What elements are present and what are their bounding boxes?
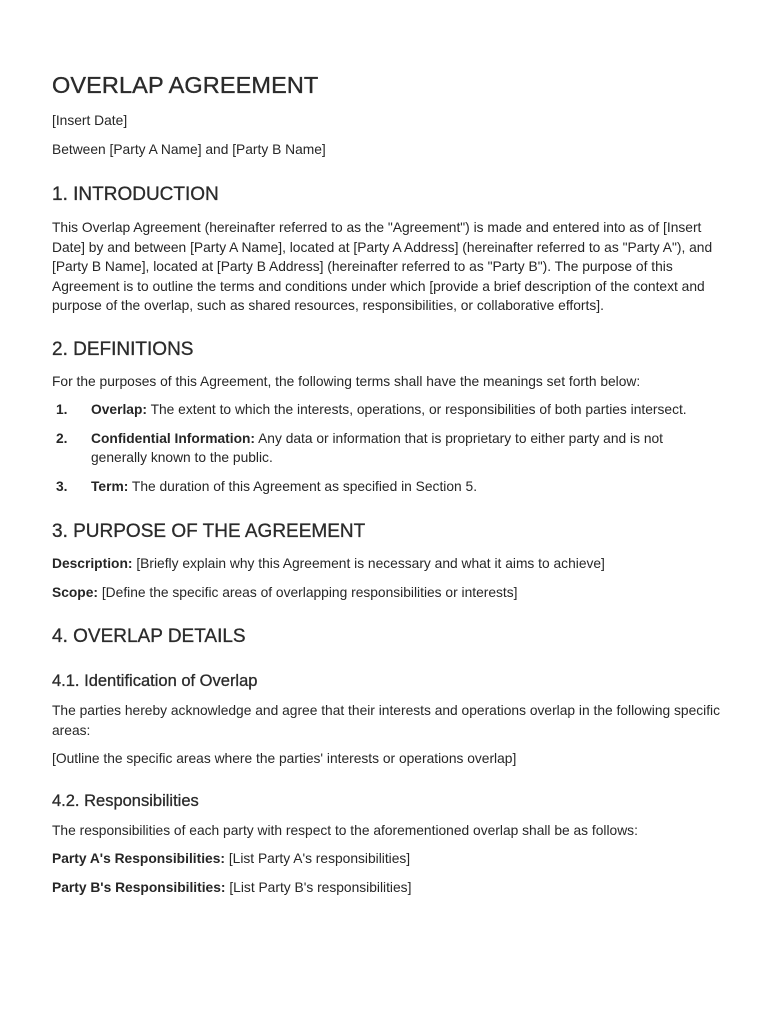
document-title: OVERLAP AGREEMENT	[52, 72, 319, 98]
purpose-description-text: [Briefly explain why this Agreement is necessary and what it aims to achieve]	[136, 556, 605, 571]
definition-term: Confidential Information:	[91, 430, 256, 446]
party-a-text: [List Party A's responsibilities]	[228, 851, 411, 866]
party-a-label: Party A's Responsibilities:	[52, 851, 225, 866]
section-heading-purpose: 3. PURPOSE OF THE AGREEMENT	[52, 521, 366, 542]
definition-text: The extent to which the interests, operations, or responsibilities of both parties intersect.	[150, 402, 687, 417]
introduction-body: This Overlap Agreement (hereinafter referred to as the "Agreement") is made and entered into as of [Insert Date] by and between [Party A Name], located at [Party A Address] (hereinafter referred to as "Party A"), and [Party B Name], located at [Party B Address] (hereinafter referred to as "Party B"). The purpose of this Agreement is to outline the terms and conditions under which [provide a brief description of the context and purpose of the overlap, such as shared resources, responsibilities, or collaborative efforts].	[52, 220, 713, 313]
definition-item	[52, 400, 722, 420]
subsection-heading-responsibilities: 4.2. Responsibilities	[52, 791, 199, 810]
identification-placeholder: [Outline the specific areas where the parties' interests or operations overlap]	[52, 751, 517, 766]
definition-number: 1.	[56, 402, 68, 417]
party-b-responsibilities	[52, 878, 722, 898]
purpose-scope-label: Scope:	[52, 584, 98, 600]
party-b-text: [List Party B's responsibilities]	[229, 879, 412, 895]
document-parties: Between [Party A Name] and [Party B Name]	[52, 142, 326, 157]
document-date: [Insert Date]	[52, 113, 128, 128]
definition-text: The duration of this Agreement as specified in Section 5.	[131, 478, 478, 494]
purpose-scope	[52, 583, 722, 603]
definitions-intro: For the purposes of this Agreement, the following terms shall have the meanings set forth below:	[52, 373, 641, 389]
definition-text: Any data or information that is proprietary to either party and is not generally known to the public.	[91, 430, 664, 465]
section-heading-overlap-details: 4. OVERLAP DETAILS	[52, 626, 246, 647]
subsection-heading-identification: 4.1. Identification of Overlap	[52, 672, 258, 690]
purpose-description	[52, 554, 722, 574]
definition-item	[52, 429, 722, 468]
section-heading-introduction: 1. INTRODUCTION	[52, 184, 219, 205]
definition-number: 3.	[56, 478, 68, 494]
definition-term: Overlap:	[91, 402, 147, 417]
definitions-list	[52, 400, 722, 496]
purpose-scope-text: [Define the specific areas of overlapping responsibilities or interests]	[101, 584, 518, 600]
definition-term: Term:	[91, 478, 129, 494]
definition-item	[52, 477, 722, 497]
section-heading-definitions: 2. DEFINITIONS	[52, 338, 194, 360]
party-a-responsibilities	[52, 849, 722, 869]
definition-number: 2.	[56, 430, 68, 446]
party-b-label: Party B's Responsibilities:	[52, 879, 226, 895]
identification-body: The parties hereby acknowledge and agree that their interests and operations overlap in the following specific areas:	[52, 703, 721, 738]
responsibilities-body: The responsibilities of each party with respect to the aforementioned overlap shall be as follows:	[52, 822, 638, 838]
purpose-description-label: Description:	[52, 556, 133, 571]
document-page	[52, 70, 722, 897]
